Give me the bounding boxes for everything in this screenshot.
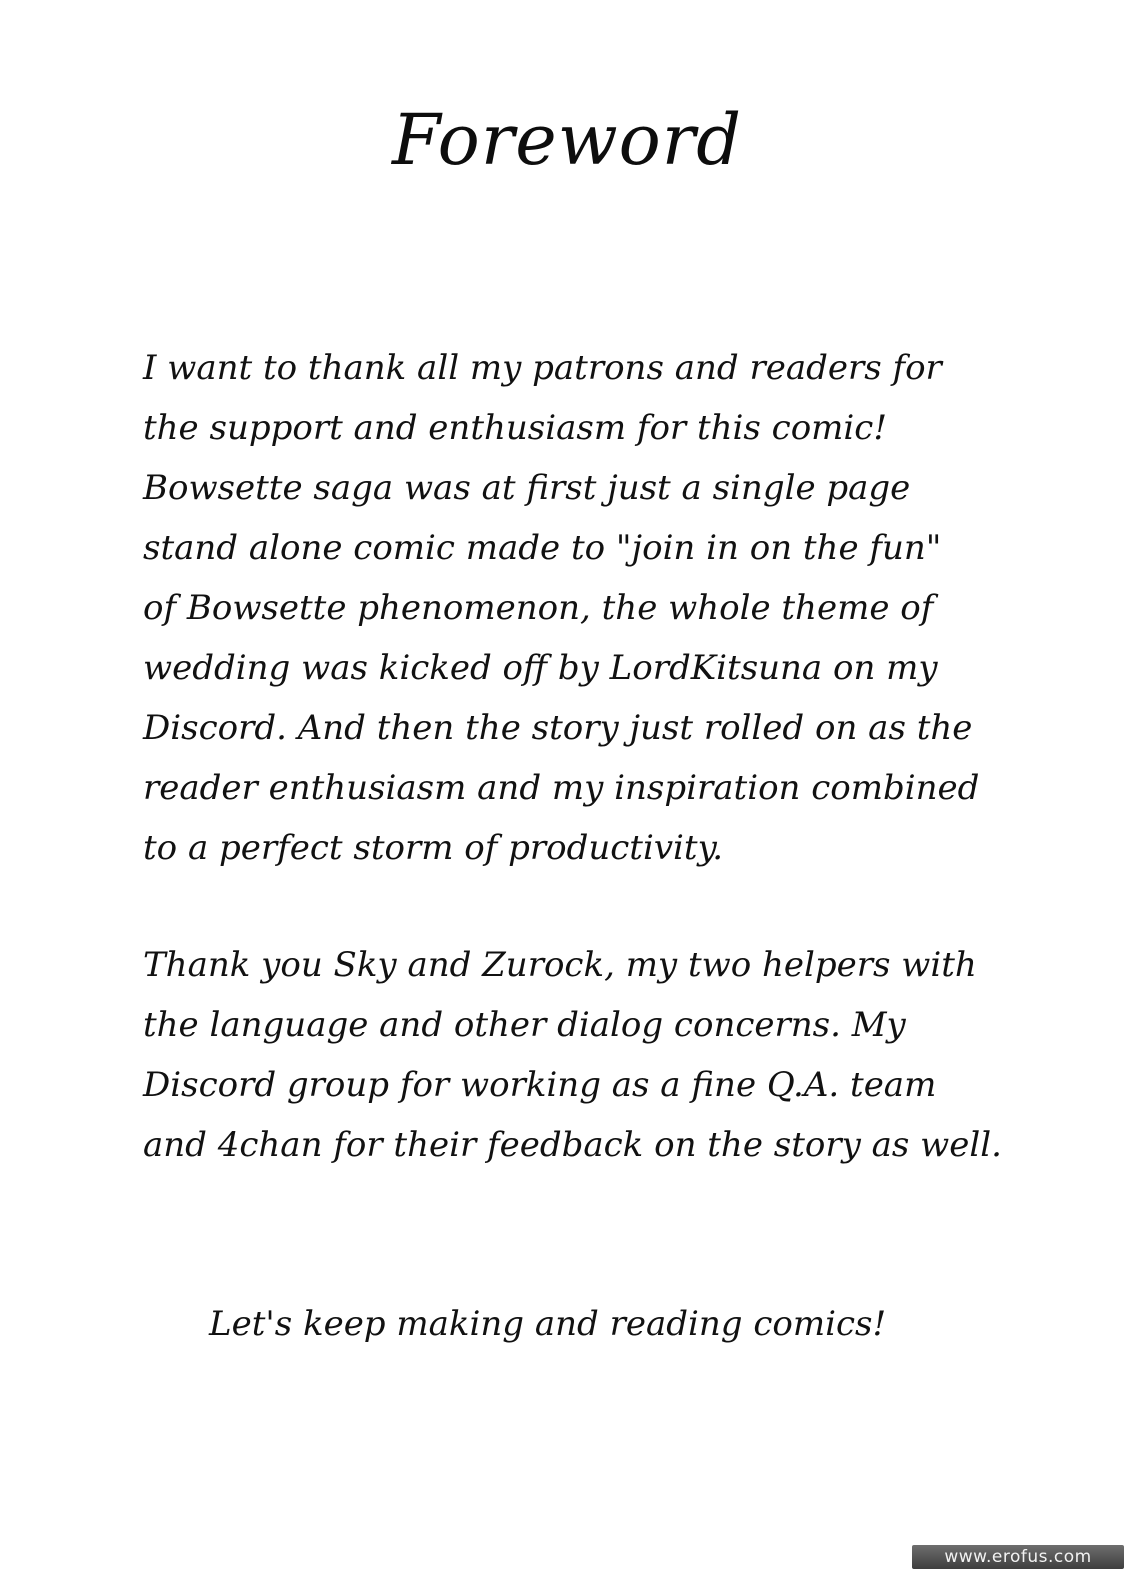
text-line: Thank you Sky and Zurock, my two helpers with bbox=[143, 945, 977, 985]
text-line: I want to thank all my patrons and readers for bbox=[143, 348, 942, 388]
text-line: and 4chan for their feedback on the story as well. bbox=[143, 1125, 1002, 1165]
text-line: Discord. And then the story just rolled on as the bbox=[143, 708, 973, 748]
text-line: the language and other dialog concerns. My bbox=[143, 1005, 906, 1045]
page-title: Foreword bbox=[391, 99, 743, 181]
text-line: the support and enthusiasm for this comic! bbox=[143, 408, 887, 448]
site-watermark: www.erofus.com bbox=[912, 1545, 1124, 1569]
paragraph-thanks-patrons bbox=[143, 338, 1003, 878]
text-line: wedding was kicked off by LordKitsuna on my bbox=[143, 648, 938, 688]
text-line: of Bowsette phenomenon, the whole theme of bbox=[143, 588, 934, 628]
closing-line: Let's keep making and reading comics! bbox=[209, 1304, 887, 1344]
text-line: Bowsette saga was at first just a single page bbox=[143, 468, 911, 508]
text-line: to a perfect storm of productivity. bbox=[143, 828, 724, 868]
text-line: Discord group for working as a fine Q.A. team bbox=[143, 1065, 937, 1105]
text-line: stand alone comic made to "join in on the fun" bbox=[143, 528, 942, 568]
text-line: reader enthusiasm and my inspiration combined bbox=[143, 768, 980, 808]
paragraph-thanks-helpers bbox=[143, 935, 1003, 1175]
